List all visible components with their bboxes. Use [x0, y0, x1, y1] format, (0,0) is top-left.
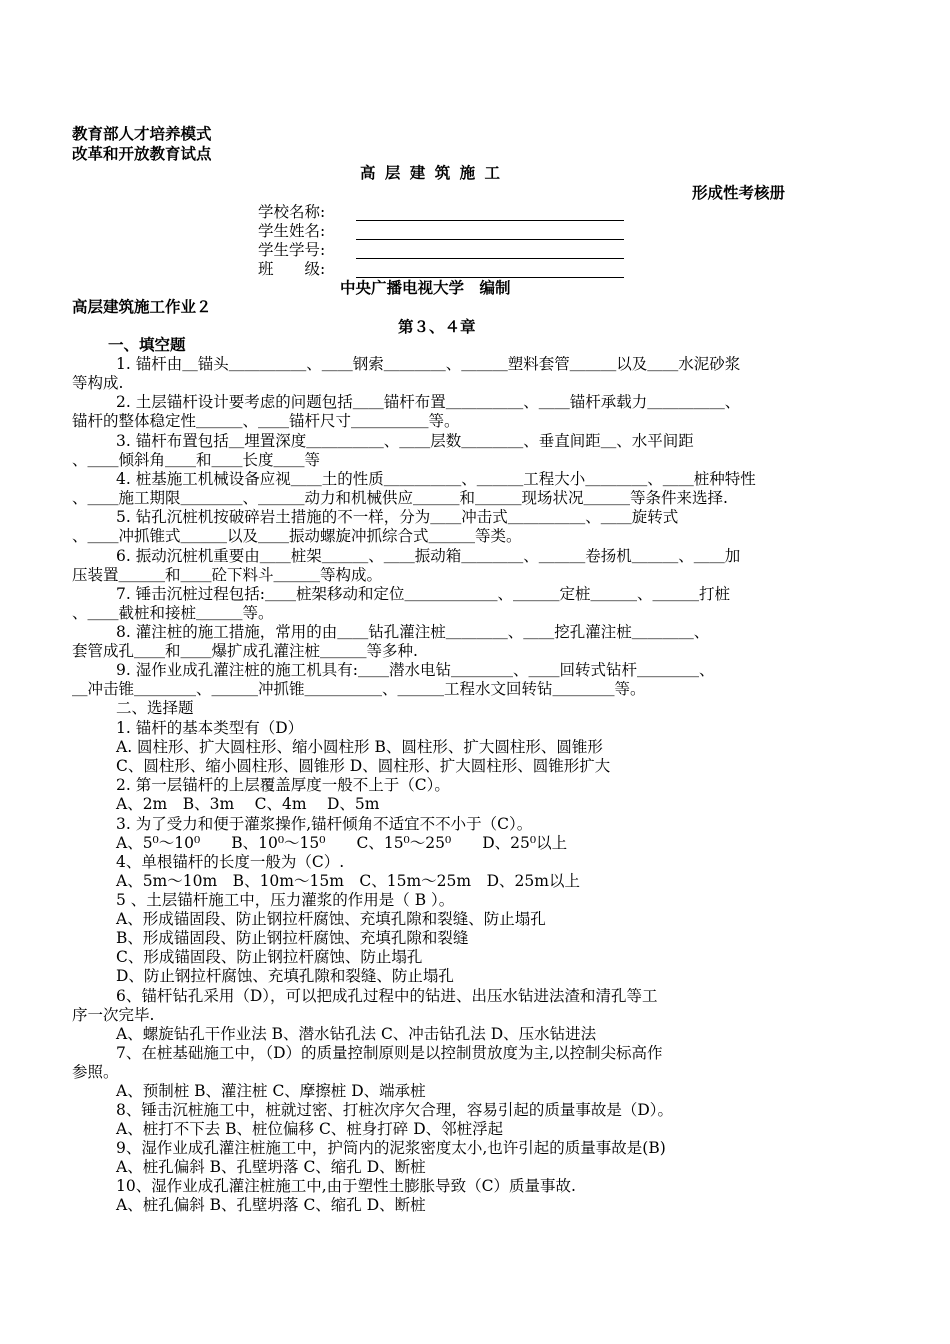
choice-line: 2. 第一层锚杆的上层覆盖厚度一般不上于（C）。 [116, 776, 450, 794]
fill-in-line: 4. 桩基施工机械设备应视＿＿土的性质＿＿＿＿＿、＿＿＿工程大小＿＿＿＿、＿＿桩种特性 [116, 470, 756, 488]
org-line-1: 教育部人才培养模式 [72, 125, 212, 143]
choice-line: A、桩打不下去 B、桩位偏移 C、桩身打碎 D、邻桩浮起 [116, 1120, 504, 1138]
fill-in-line: 8. 灌注桩的施工措施，常用的由＿＿钻孔灌注桩＿＿＿＿、＿＿挖孔灌注桩＿＿＿＿、 [116, 623, 710, 641]
student-name-field[interactable] [356, 223, 624, 240]
fill-in-heading: 一、填空题 [108, 336, 186, 354]
fill-in-line: 、＿＿截桩和接桩＿＿＿等。 [72, 604, 274, 622]
choice-line: A、桩孔偏斜 B、孔壁坍落 C、缩孔 D、断桩 [116, 1196, 426, 1214]
publisher: 中央广播电视大学 编制 [340, 279, 511, 297]
choice-line: 4、单根锚杆的长度一般为（C）. [116, 853, 345, 871]
choice-line: 参照。 [72, 1063, 119, 1081]
choice-line: 8、锤击沉桩施工中，桩就过密、打桩次序欠合理，容易引起的质量事故是（D）。 [116, 1101, 674, 1119]
org-line-2: 改革和开放教育试点 [72, 145, 212, 163]
choice-line: 序一次完毕. [72, 1006, 155, 1024]
choice-line: A、桩孔偏斜 B、孔壁坍落 C、缩孔 D、断桩 [116, 1158, 426, 1176]
choice-line: 9、湿作业成孔灌注桩施工中，护筒内的泥浆密度太小,也许引起的质量事故是(B) [116, 1139, 666, 1157]
fill-in-line: 6. 振动沉桩机重要由＿＿桩架＿＿＿、＿＿振动箱＿＿＿＿、＿＿＿卷扬机＿＿＿、＿＿加 [116, 547, 741, 565]
fill-in-line: 、＿＿施工期限＿＿＿＿、＿＿＿动力和机械供应＿＿＿和＿＿＿现场状况＿＿＿等条件来选择. [72, 489, 728, 507]
choice-line: 3. 为了受力和便于灌浆操作,锚杆倾角不适宜不不小于（C）。 [116, 815, 533, 833]
choice-line: A、预制桩 B、灌注桩 C、摩擦桩 D、端承桩 [116, 1082, 426, 1100]
fill-in-line: 压装置＿＿＿和＿＿砼下料斗＿＿＿等构成。 [72, 566, 383, 584]
fill-in-line: 锚杆的整体稳定性＿＿＿、＿＿锚杆尺寸＿＿＿＿＿等。 [72, 412, 460, 430]
class-field[interactable] [356, 261, 624, 278]
school-name-field[interactable] [356, 204, 624, 221]
choice-line: D、防止钢拉杆腐蚀、充填孔隙和裂缝、防止塌孔 [116, 967, 454, 985]
fill-in-line: 、＿＿倾斜角＿＿和＿＿长度＿＿等 [72, 451, 321, 469]
fill-in-line: 3. 锚杆布置包括＿埋置深度＿＿＿＿＿、＿＿层数＿＿＿＿、垂直间距＿、水平间距 [116, 432, 694, 450]
choice-line: C、形成锚固段、防止钢拉杆腐蚀、防止塌孔 [116, 948, 423, 966]
student-name-label: 学生姓名: [258, 222, 326, 240]
chapter-title: 第３、４章 [398, 318, 476, 336]
fill-in-line: 、＿＿冲抓锥式＿＿＿以及＿＿振动螺旋冲抓综合式＿＿＿等类。 [72, 527, 522, 545]
choice-line: C、圆柱形、缩小圆柱形、圆锥形 D、圆柱形、扩大圆柱形、圆锥形扩大 [116, 757, 611, 775]
fill-in-line: 1. 锚杆由＿锚头＿＿＿＿＿、＿＿钢索＿＿＿＿、＿＿＿塑料套管＿＿＿以及＿＿水泥砂浆 [116, 355, 741, 373]
student-id-field[interactable] [356, 242, 624, 259]
choice-heading: 二、选择题 [116, 699, 194, 717]
student-id-label: 学生学号: [258, 241, 326, 259]
fill-in-line: 7. 锤击沉桩过程包括:＿＿桩架移动和定位＿＿＿＿＿＿、＿＿＿定桩＿＿＿、＿＿＿打桩 [116, 585, 730, 603]
fill-in-line: 套管成孔＿＿和＿＿爆扩成孔灌注桩＿＿＿等多种. [72, 642, 418, 660]
fill-in-line: 2. 土层锚杆设计要考虑的问题包括＿＿锚杆布置＿＿＿＿＿、＿＿锚杆承载力＿＿＿＿＿、 [116, 393, 741, 411]
choice-line: A、2m B、3m C、4m D、5m [116, 795, 380, 813]
fill-in-line: 9. 湿作业成孔灌注桩的施工机具有:＿＿潜水电钻＿＿＿＿、＿＿回转式钻杆＿＿＿＿、 [116, 661, 715, 679]
fill-in-line: 5. 钻孔沉桩机按破碎岩土措施的不一样，分为＿＿冲击式＿＿＿＿＿、＿＿旋转式 [116, 508, 679, 526]
choice-line: 5 、土层锚杆施工中，压力灌浆的作用是（ B ）。 [116, 891, 455, 909]
school-name-label: 学校名称: [258, 203, 326, 221]
choice-line: A、5⁰～10⁰ B、10⁰～15⁰ C、15⁰～25⁰ D、25⁰以上 [116, 834, 568, 852]
choice-line: A、螺旋钻孔干作业法 B、潜水钻孔法 C、冲击钻孔法 D、压水钻进法 [116, 1025, 597, 1043]
choice-line: 7、在桩基础施工中，（D）的质量控制原则是以控制贯放度为主,以控制尖标高作 [116, 1044, 663, 1062]
choice-line: A. 圆柱形、扩大圆柱形、缩小圆柱形 B、圆柱形、扩大圆柱形、圆锥形 [116, 738, 603, 756]
choice-line: A、形成锚固段、防止钢拉杆腐蚀、充填孔隙和裂缝、防止塌孔 [116, 910, 546, 928]
course-title: 高 层 建 筑 施 工 [360, 164, 502, 182]
choice-line: 1. 锚杆的基本类型有（D） [116, 719, 304, 737]
fill-in-line: 等构成. [72, 374, 124, 392]
assignment-title: 高层建筑施工作业２ [72, 298, 212, 316]
class-label: 班 级: [258, 260, 326, 278]
choice-line: 10、湿作业成孔灌注桩施工中,由于塑性土膨胀导致（C）质量事故. [116, 1177, 576, 1195]
fill-in-line: ＿冲击锥＿＿＿＿、＿＿＿冲抓锥＿＿＿＿＿、＿＿＿工程水文回转钻＿＿＿＿等。 [72, 680, 646, 698]
choice-line: 6、锚杆钻孔采用（D），可以把成孔过程中的钻进、出压水钻进法渣和清孔等工 [116, 987, 658, 1005]
choice-line: A、5m～10m B、10m～15m C、15m～25m D、25m以上 [116, 872, 580, 890]
booklet-label: 形成性考核册 [692, 184, 786, 202]
choice-line: B、形成锚固段、防止钢拉杆腐蚀、充填孔隙和裂缝 [116, 929, 469, 947]
